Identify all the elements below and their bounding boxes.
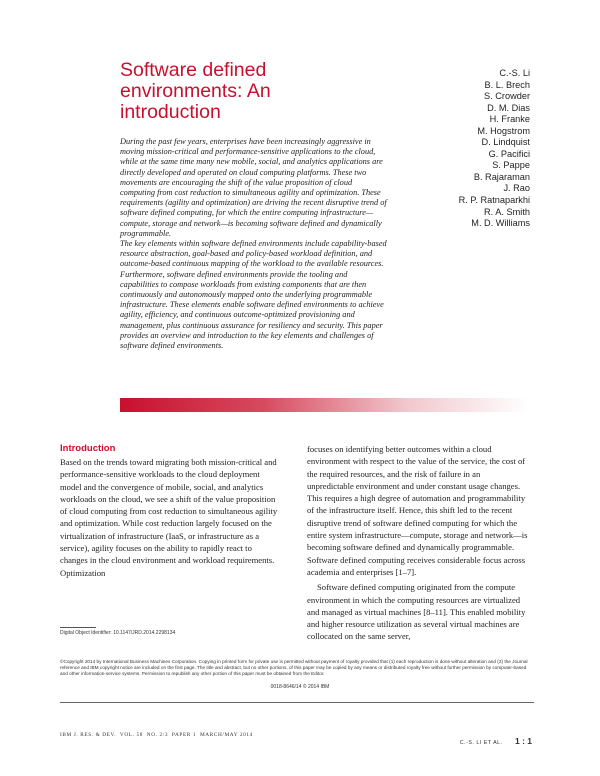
footer-journal-info: IBM J. RES. & DEV. VOL. 58 NO. 2/3 PAPER 1 MARCH/MAY 2014	[60, 732, 253, 738]
page-number: 1 : 1	[514, 736, 532, 746]
author-name: C.-S. Li	[499, 68, 530, 78]
author-name: B. Rajaraman	[473, 171, 530, 182]
author-name: G. Pacifici	[488, 148, 530, 159]
author-list	[370, 68, 530, 230]
decorative-gradient-bar	[120, 398, 528, 412]
section-heading: Introduction	[60, 443, 116, 454]
abstract-paragraph: The key elements within software defined environments include capability-based resource abstraction, goal-based and policy-based workload definition, and outcome-based continuous mapping of the workload to the available resources. Furthermore, software defined environments provide the tooling and capabilities to compose workloads from existing components that are then continuously and autonomously mapped onto the underlying programmable infrastructure. These elements enable software defined environments to achieve agility, efficiency, and continuous outcome-optimized provisioning and management, plus continuous assurance for resiliency and security. This paper provides an overview and introduction to the key elements and challenges of software defined environments.	[120, 239, 387, 351]
divider	[60, 627, 96, 628]
author-name: B. L. Brech	[484, 79, 530, 90]
divider	[60, 702, 534, 703]
author-name: J. Rao	[503, 183, 530, 194]
author-name: M. D. Williams	[471, 218, 530, 229]
body-column-right	[307, 443, 529, 643]
author-name: S. Pappe	[492, 160, 530, 171]
body-paragraph: Software defined computing originated from the compute environment in which the computing resources are virtualized and managed as virtual machines [8–11]. This enabled mobility and higher resource utilization as several virtual machines are collocated on the same server,	[307, 582, 526, 642]
abstract-paragraph: During the past few years, enterprises have been increasingly aggressive in moving mission-critical and performance-sensitive applications to the cloud, while at the same time many new mobile, social, and analytics applications are directly developed and operated on cloud computing platforms. These two movements are encouraging the shift of the value proposition of cloud computing from cost reduction to simultaneous agility and optimization. These requirements (agility and optimization) are driving the recent disruptive trend of software defined computing, for which the entire computing infrastructure—compute, storage and network—is becoming software defined and dynamically programmable.	[120, 137, 387, 238]
author-name: R. P. Ratnaparkhi	[458, 195, 530, 206]
issn-line: 0018-8646/14 © 2014 IBM	[270, 684, 330, 690]
author-name: R. A. Smith	[484, 206, 530, 217]
doi-identifier: Digital Object Identifier: 10.1147/JRD.2014.2298134	[60, 630, 176, 636]
copyright-notice: ©Copyright 2014 by International Business Machines Corporation. Copying in printed form for private use is permitted without payment of royalty provided that (1) each reproduction is done without alteration and (2) the Journal reference and IBM copyright notice are included on the first page. The title and abstract, but no other portions, of this paper may be copied by any means or distributed royalty free without further permission by computer-based and other information-service systems. Permission to republish any other portion of this paper must be obtained from the Editor.	[60, 659, 528, 676]
body-column-left	[60, 443, 280, 579]
author-name: H. Franke	[489, 114, 530, 125]
footer-authors: C.-S. LI ET AL.	[459, 740, 503, 746]
author-name: M. Hogstrom	[477, 125, 530, 136]
author-name: D. M. Dias	[487, 102, 530, 113]
paper-title: Software defined environments: An introduction	[120, 59, 271, 123]
body-paragraph: focuses on identifying better outcomes within a cloud environment with respect to the value of the service, the cost of the required resources, and the risk of failure in an unpredictable environment and under constant usage changes. This requires a high degree of automation and programmability of the infrastructure itself. Hence, this shift led to the recent disruptive trend of software defined computing for which the entire system infrastructure—compute, storage and network—is becoming software defined and dynamically programmable. Software defined computing receives considerable focus across academia and enterprises [1–7].	[307, 444, 528, 577]
body-paragraph: Based on the trends toward migrating both mission-critical and performance-sensitive workloads to the cloud deployment model and the convergence of mobile, social, and analytics workloads on the cloud, we see a shift of the value proposition of cloud computing from cost reduction to simultaneous agility and optimization. While cost reduction largely focused on the virtualization of infrastructure (IaaS, or infrastructure as a service), agility focuses on the ability to rapidly react to changes in the cloud environment and workload requirements. Optimization	[60, 457, 278, 578]
author-name: S. Crowder	[484, 91, 530, 102]
abstract	[120, 137, 388, 351]
author-name: D. Lindquist	[481, 137, 530, 148]
footer-page-info	[460, 731, 532, 749]
